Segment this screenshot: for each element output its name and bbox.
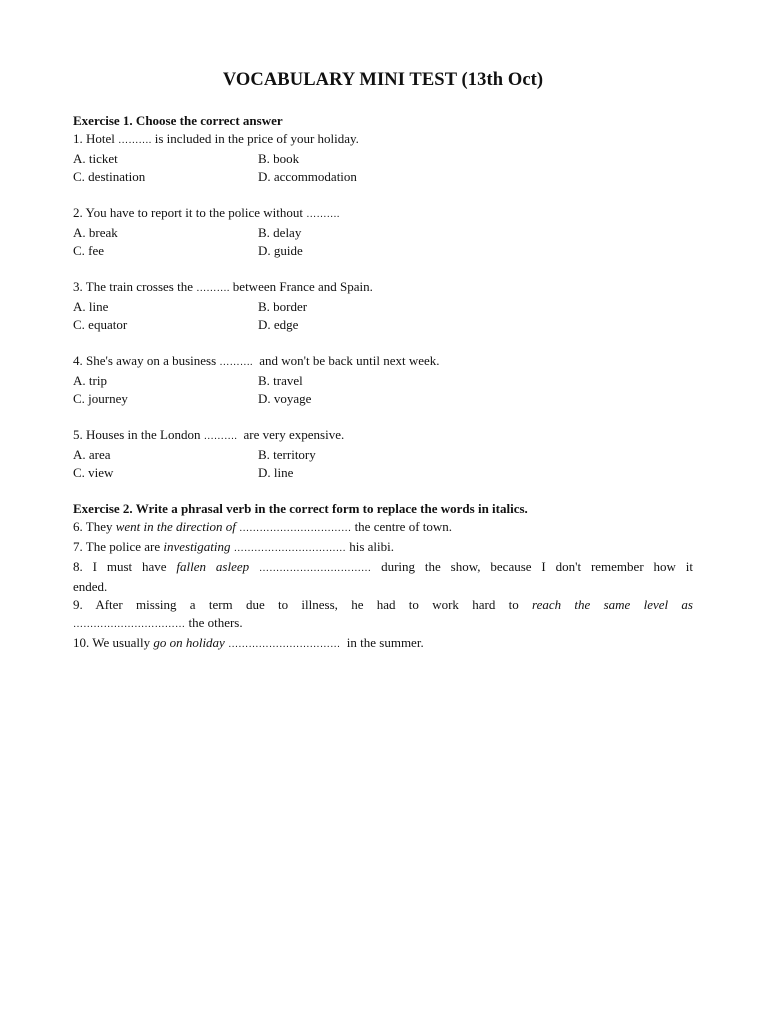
question-4-options-row-1 [73, 372, 693, 390]
option-a: A. area [73, 447, 111, 462]
test-page [73, 68, 693, 654]
option-c: C. view [73, 465, 114, 480]
question-2-options-row-1 [73, 224, 693, 242]
spacer [73, 482, 693, 500]
question-2 [73, 204, 693, 224]
question-6 [73, 518, 693, 538]
option-a: A. break [73, 225, 118, 240]
question-1-options-row-2 [73, 168, 693, 186]
question-8-italic: fallen asleep [176, 559, 250, 574]
question-3-blank: ………. [196, 283, 230, 294]
option-d: D. edge [258, 317, 299, 332]
option-a: A. line [73, 299, 109, 314]
question-8-text: 8. I must have [73, 559, 177, 574]
option-c: C. destination [73, 169, 146, 184]
question-9-text: 9. After missing a term due to illness, he had to work hard to [73, 597, 533, 612]
question-8-text-end: during the show, because I don't remember how it [371, 559, 694, 574]
question-3-text-end: between France and Spain. [229, 279, 373, 294]
exercise-2-heading: Exercise 2. Write a phrasal verb in the correct form to replace the words in italics. [73, 501, 528, 516]
question-7-text-end: his alibi. [345, 539, 395, 554]
spacer [73, 186, 693, 204]
question-5-options-row-1 [73, 446, 693, 464]
page-title: VOCABULARY MINI TEST (13th Oct) [222, 70, 544, 90]
question-9-blank: …………………………… [73, 619, 186, 630]
question-1-blank: ………. [118, 135, 152, 146]
option-b: B. travel [258, 373, 303, 388]
question-9-text-end: the others. [185, 615, 243, 630]
question-4-text: 4. She's away on a business [73, 353, 220, 368]
spacer [73, 334, 693, 352]
question-4-blank: ………. [219, 357, 253, 368]
option-a: A. trip [73, 373, 107, 388]
spacer [73, 260, 693, 278]
question-4 [73, 352, 693, 372]
question-9 [73, 596, 693, 614]
option-c: C. fee [73, 243, 105, 258]
question-3 [73, 278, 693, 298]
question-6-blank: …………………………… [239, 523, 352, 534]
option-b: B. territory [258, 447, 316, 462]
question-10-text: 10. We usually [73, 635, 154, 650]
option-b: B. book [258, 151, 300, 166]
question-9-continued [73, 614, 693, 634]
question-8 [73, 558, 693, 578]
question-2-text: 2. You have to report it to the police without [73, 205, 307, 220]
question-6-text-end: the centre of town. [351, 519, 453, 534]
question-9-italic: reach the same level as [532, 597, 693, 612]
question-7 [73, 538, 693, 558]
question-3-options-row-2 [73, 316, 693, 334]
option-b: B. delay [258, 225, 302, 240]
question-1 [73, 130, 693, 150]
question-10-italic: go on holiday [153, 635, 225, 650]
exercise-1-heading: Exercise 1. Choose the correct answer [73, 113, 283, 128]
question-7-italic: investigating [163, 539, 231, 554]
option-d: D. accommodation [258, 169, 357, 184]
option-d: D. guide [258, 243, 303, 258]
option-c: C. journey [73, 391, 128, 406]
question-5-text-end: are very expensive. [237, 427, 345, 442]
question-2-options-row-2 [73, 242, 693, 260]
question-10 [73, 634, 693, 654]
option-d: D. line [258, 465, 294, 480]
question-3-options-row-1 [73, 298, 693, 316]
question-5-blank: ………. [203, 431, 238, 442]
question-10-text-end: in the summer. [340, 635, 424, 650]
question-2-blank: ………. [306, 209, 340, 220]
option-a: A. ticket [73, 151, 118, 166]
question-1-text-end: is included in the price of your holiday. [151, 131, 359, 146]
question-4-options-row-2 [73, 390, 693, 408]
option-b: B. border [258, 299, 308, 314]
question-1-text: 1. Hotel [73, 131, 119, 146]
question-5-options-row-2 [73, 464, 693, 482]
question-4-text-end: and won't be back until next week. [252, 353, 440, 368]
question-6-text: 6. They [73, 519, 116, 534]
question-5 [73, 426, 693, 446]
question-3-text: 3. The train crosses the [73, 279, 197, 294]
question-7-text: 7. The police are [73, 539, 164, 554]
spacer [73, 408, 693, 426]
question-6-italic: went in the direction of [115, 519, 236, 534]
question-8-blank: …………………………… [259, 563, 372, 574]
option-c: C. equator [73, 317, 128, 332]
question-10-blank: …………………………… [228, 639, 341, 650]
question-7-blank: …………………………… [233, 543, 346, 554]
question-5-text: 5. Houses in the London [73, 427, 204, 442]
question-8-continued: ended. [73, 579, 108, 594]
option-d: D. voyage [258, 391, 312, 406]
question-1-options-row-1 [73, 150, 693, 168]
